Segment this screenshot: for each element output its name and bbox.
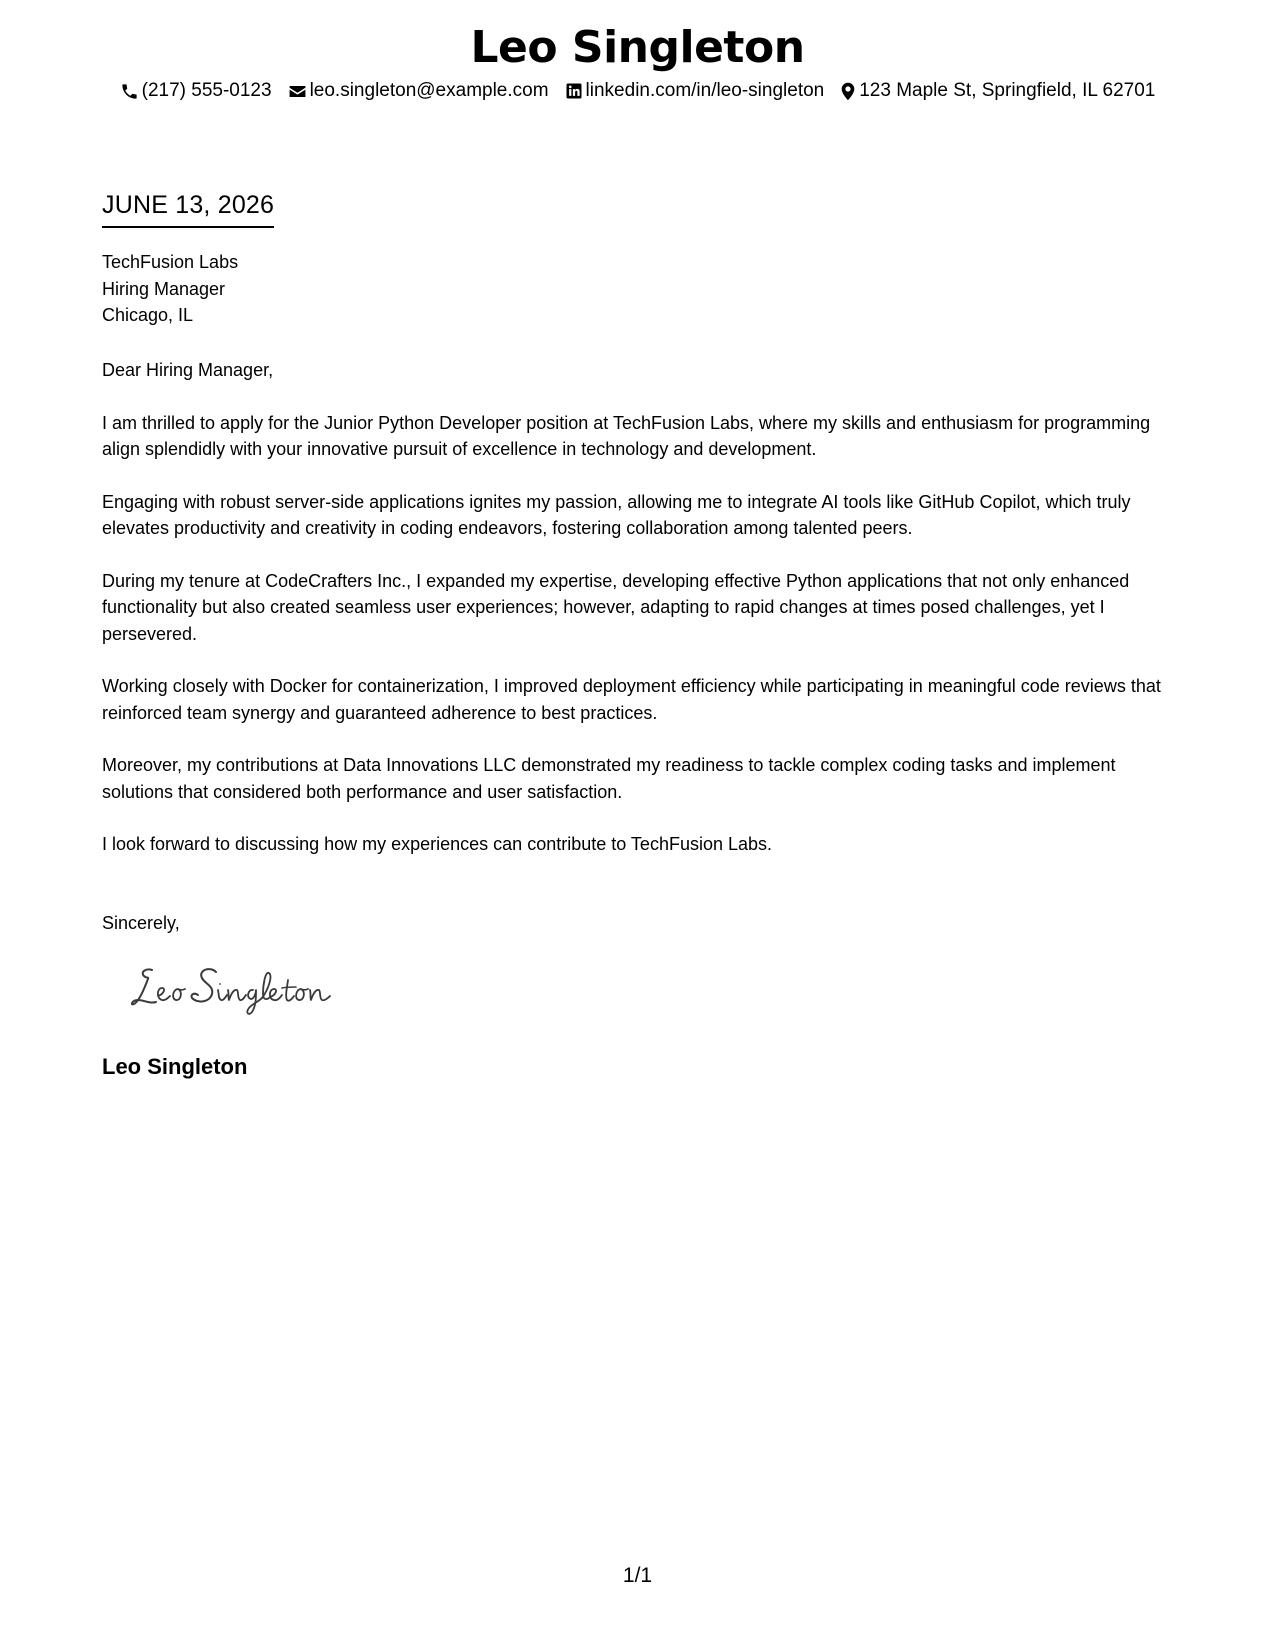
page-number: 1/1 <box>622 1564 653 1587</box>
phone-icon <box>120 82 139 101</box>
handwritten-signature <box>128 958 348 1018</box>
signer-name: Leo Singleton <box>102 1054 248 1079</box>
paragraph-5: Moreover, my contributions at Data Innovations LLC demonstrated my readiness to tackle complex coding tasks and implement solutions that considered both performance and user satisfaction. <box>102 755 1116 802</box>
email-text: leo.singleton@example.com <box>309 80 549 101</box>
applicant-name: Leo Singleton <box>470 22 805 73</box>
paragraph-2: Engaging with robust server-side applications ignites my passion, allowing me to integrate AI tools like GitHub Copilot, which truly elevates productivity and creativity in coding endeavors, fostering collaboration among talented peers. <box>102 491 1131 538</box>
recipient-title: Hiring Manager <box>102 278 226 299</box>
paragraph-3: During my tenure at CodeCrafters Inc., I expanded my expertise, developing effective Python applications that not only enhanced functionality but also created seamless user experiences; however, adapting to rapid changes at times posed challenges, yet I persevered. <box>102 570 1130 644</box>
salutation: Dear Hiring Manager, <box>102 360 274 380</box>
linkedin-text: linkedin.com/in/leo-singleton <box>585 80 825 101</box>
map-pin-icon <box>840 82 856 101</box>
contact-linkedin <box>565 78 825 104</box>
contact-bar <box>0 78 1275 104</box>
letter-date-block <box>102 188 274 228</box>
phone-text: (217) 555-0123 <box>141 80 272 101</box>
closing: Sincerely, <box>102 913 180 933</box>
contact-phone <box>120 78 272 104</box>
recipient-location: Chicago, IL <box>102 305 194 325</box>
contact-email <box>288 78 549 104</box>
envelope-icon <box>288 82 307 101</box>
letter-date: JUNE 13, 2026 <box>102 188 274 228</box>
contact-address <box>840 78 1155 104</box>
linkedin-icon <box>565 82 583 100</box>
address-text: 123 Maple St, Springfield, IL 62701 <box>859 80 1156 101</box>
paragraph-4: Working closely with Docker for containerization, I improved deployment efficiency while participating in meaningful code reviews that reinforced team synergy and guaranteed adherence to best practices. <box>102 676 1161 723</box>
letter-body <box>102 357 1177 884</box>
paragraph-1: I am thrilled to apply for the Junior Python Developer position at TechFusion Labs, where my skills and enthusiasm for programming align splendidly with your innovative pursuit of excellence in technology and development. <box>102 412 1151 459</box>
paragraph-6: I look forward to discussing how my experiences can contribute to TechFusion Labs. <box>102 834 773 854</box>
recipient-block <box>102 249 238 329</box>
recipient-company: TechFusion Labs <box>102 252 239 272</box>
